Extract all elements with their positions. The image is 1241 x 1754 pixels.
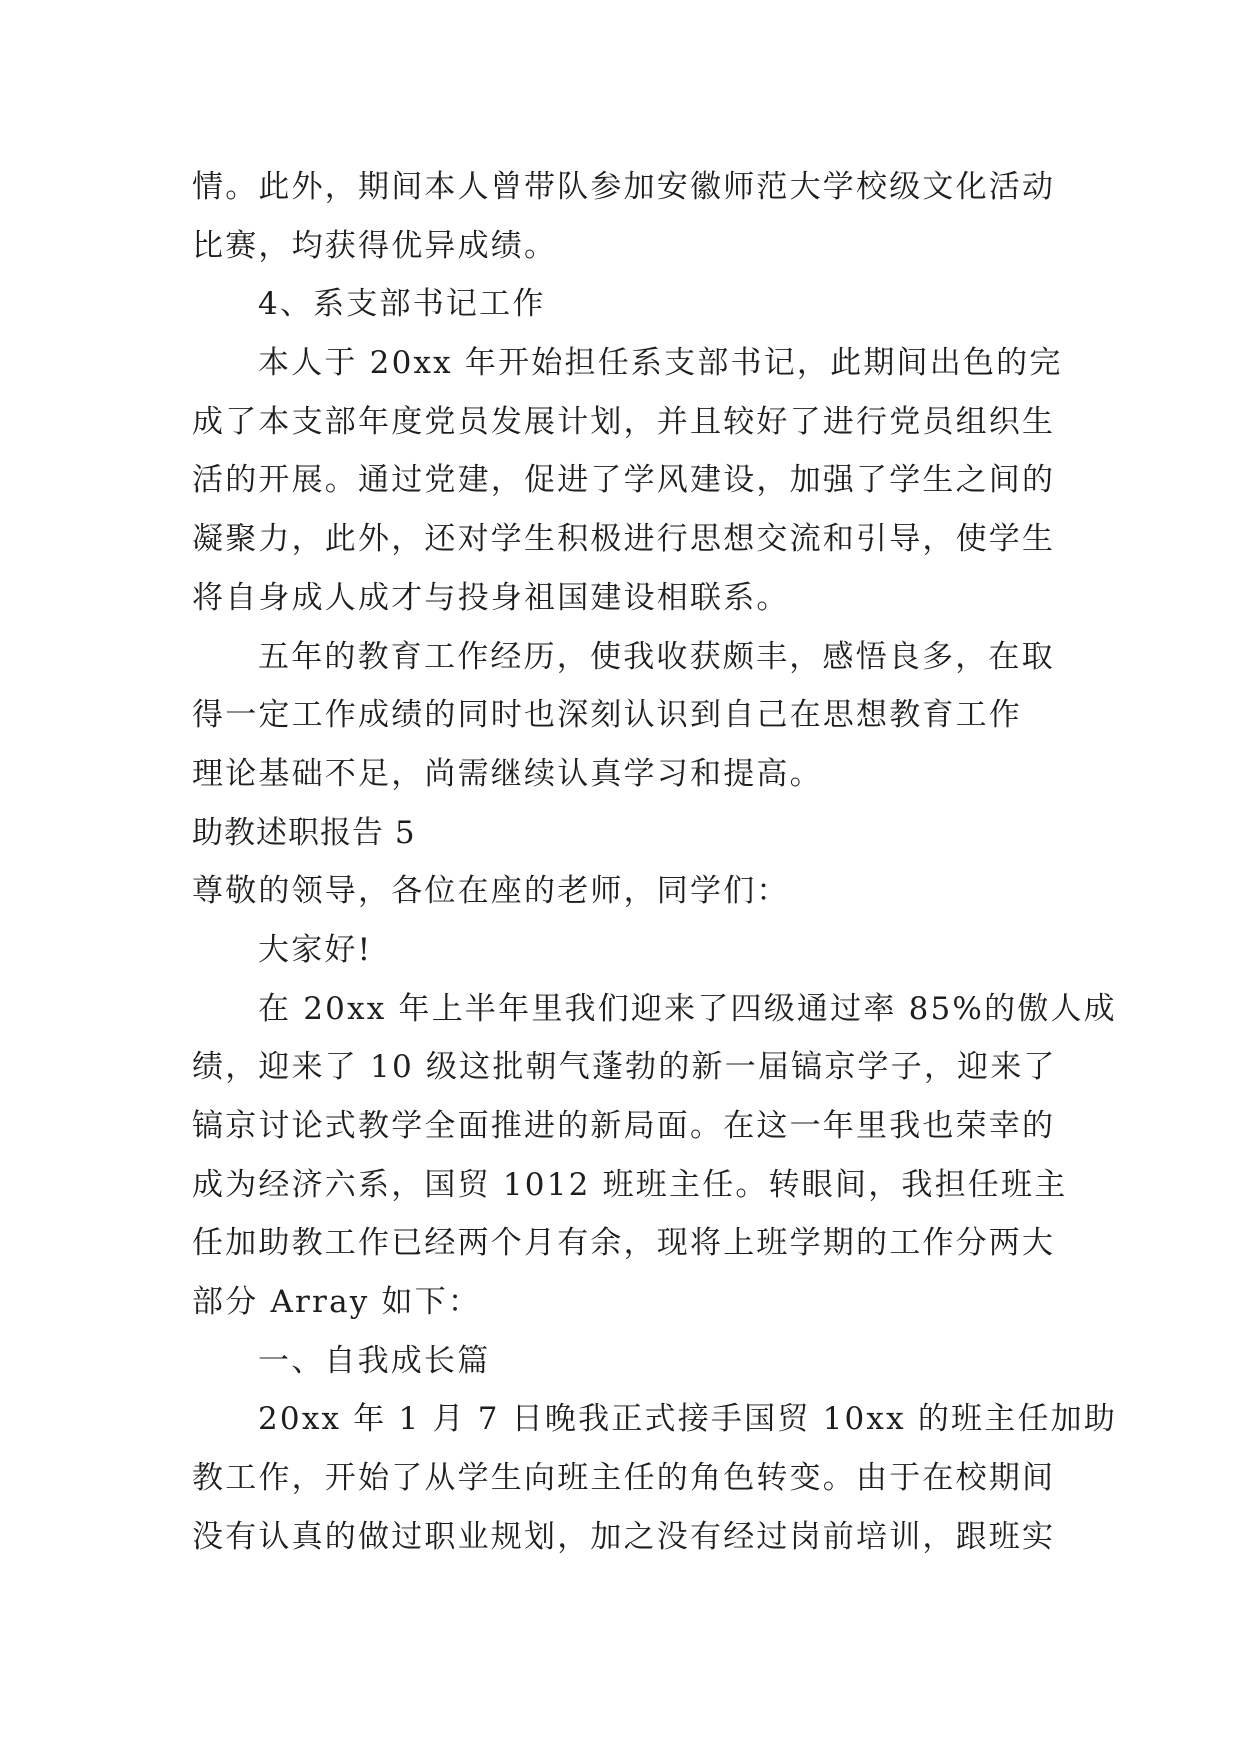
- section-heading: 一、自我成长篇: [258, 1342, 491, 1379]
- text-line: 五年的教育工作经历，使我收获颇丰，感悟良多，在取: [258, 638, 1055, 675]
- text-line: 没有认真的做过职业规划，加之没有经过岗前培训，跟班实: [192, 1518, 1056, 1555]
- text-line: 任加助教工作已经两个月有余，现将上班学期的工作分两大: [192, 1225, 1056, 1262]
- text-line: 镐京讨论式教学全面推进的新局面。在这一年里我也荣幸的: [192, 1108, 1056, 1144]
- section-heading: 4、系支部书记工作: [258, 286, 546, 323]
- text-line: 绩，迎来了 10 级这批朝气蓬勃的新一届镐京学子，迎来了: [192, 1049, 1057, 1086]
- text-line: 将自身成人成才与投身祖国建设相联系。: [192, 579, 790, 616]
- text-line: 在 20xx 年上半年里我们迎来了四级通过率 85%的傲人成: [258, 990, 1117, 1027]
- text-line: 理论基础不足，尚需继续认真学习和提高。: [192, 755, 823, 792]
- text-line: 本人于 20xx 年开始担任系支部书记，此期间出色的完: [258, 345, 1063, 382]
- text-line: 活的开展。通过党建，促进了学风建设，加强了学生之间的: [192, 462, 1056, 499]
- text-line: 得一定工作成绩的同时也深刻认识到自己在思想教育工作: [192, 697, 1022, 734]
- text-line: 成为经济六系，国贸 1012 班班主任。转眼间，我担任班主: [192, 1166, 1068, 1203]
- text-line: 比赛，均获得优异成绩。: [192, 227, 558, 264]
- greeting: 大家好!: [258, 931, 373, 968]
- text-line: 20xx 年 1 月 7 日晚我正式接手国贸 10xx 的班主任加助: [258, 1401, 1118, 1438]
- text-line: 部分 Array 如下：: [192, 1284, 482, 1321]
- text-line: 情。此外，期间本人曾带队参加安徽师范大学校级文化活动: [192, 169, 1056, 205]
- document-body: [192, 158, 1118, 1567]
- salutation: 尊敬的领导，各位在座的老师，同学们：: [192, 873, 790, 910]
- text-line: 凝聚力，此外，还对学生积极进行思想交流和引导，使学生: [192, 521, 1056, 558]
- text-line: 成了本支部年度党员发展计划，并且较好了进行党员组织生: [192, 403, 1056, 440]
- text-line: 教工作，开始了从学生向班主任的角色转变。由于在校期间: [192, 1460, 1056, 1497]
- report-title: 助教述职报告 5: [192, 814, 416, 851]
